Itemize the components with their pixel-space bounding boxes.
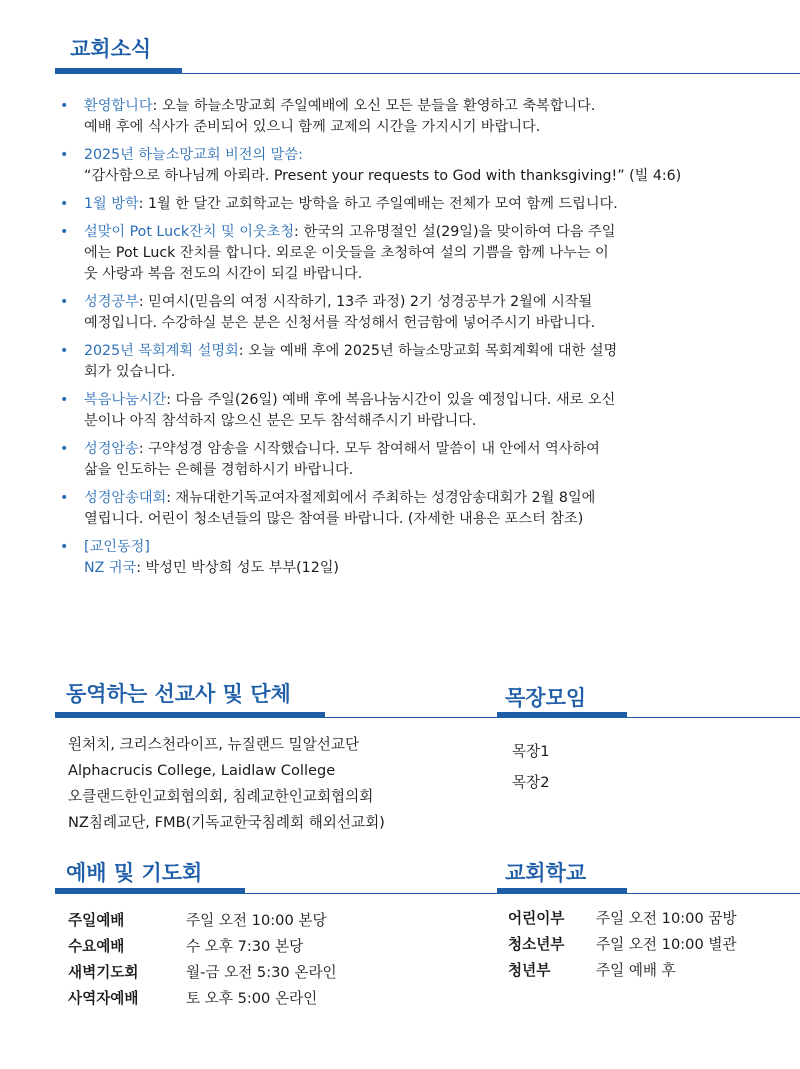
bullet-icon: •: [60, 392, 69, 408]
news-rule-accent: [55, 68, 182, 74]
service-time: 수 오후 7:30 본당: [186, 938, 304, 955]
news-item-text: : 재뉴대한기독교여자절제회에서 주최하는 성경암송대회가 2월 8일에: [166, 490, 596, 506]
news-item-text: 회가 있습니다.: [84, 364, 176, 380]
news-item-text: 분이나 아직 참석하지 않으신 분은 모두 참석해주시기 바랍니다.: [84, 413, 477, 429]
missions-list: [68, 732, 385, 836]
news-item-text: : 다음 주일(26일) 예배 후에 복음나눔시간이 있을 예정입니다. 새로 오신: [166, 392, 616, 408]
news-item: [60, 96, 770, 138]
news-item-line: [84, 145, 770, 166]
table-row: [508, 958, 737, 984]
news-item-line: [84, 509, 770, 530]
groups-rule-accent: [497, 712, 627, 718]
news-item-text: : 구약성경 암송을 시작했습니다. 모두 참여해서 말씀이 내 안에서 역사하여: [138, 441, 600, 457]
news-item-key: 2025년 목회계획 설명회: [84, 343, 239, 359]
news-item-line: [84, 341, 770, 362]
news-item: [60, 390, 770, 432]
news-item-text: 삶을 인도하는 은혜를 경험하시기 바랍니다.: [84, 462, 354, 478]
news-item: [60, 488, 770, 530]
news-item-text: : 믿여시(믿음의 여정 시작하기, 13주 과정) 2기 성경공부가 2월에 시작될: [138, 294, 593, 310]
school-title: 교회학교: [505, 861, 587, 885]
news-item: [60, 439, 770, 481]
list-item: 원처치, 크리스천라이프, 뉴질랜드 밀알선교단: [68, 736, 360, 753]
news-item-line: [84, 292, 770, 313]
bullet-icon: •: [60, 539, 69, 555]
service-name: 수요예배: [68, 938, 125, 955]
department-time: 주일 예배 후: [596, 962, 676, 979]
news-item-text: 예정입니다. 수강하실 분은 분은 신청서를 작성해서 헌금함에 넣어주시기 바랍니다.: [84, 315, 596, 331]
news-item-key: 성경암송대회: [84, 490, 167, 506]
table-row: [68, 986, 337, 1012]
news-item-text: 에는 Pot Luck 잔치를 합니다. 외로운 이웃들을 초청하여 설의 기쁨을 함께 나누는 이: [84, 245, 609, 261]
school-schedule: [508, 906, 737, 984]
groups-title: 목장모임: [505, 686, 587, 710]
news-item-line: [84, 411, 770, 432]
groups-list: [512, 736, 549, 798]
bullet-icon: •: [60, 147, 69, 163]
bullet-icon: •: [60, 490, 69, 506]
service-time: 토 오후 5:00 온라인: [186, 990, 318, 1007]
school-rule-accent: [497, 888, 627, 894]
news-item-line: [84, 166, 770, 187]
bullet-icon: •: [60, 294, 69, 310]
list-item: NZ침례교단, FMB(기독교한국침례회 해외선교회): [68, 814, 385, 831]
bullet-icon: •: [60, 224, 69, 240]
news-item-line: [84, 264, 770, 285]
news-item-line: [84, 439, 770, 460]
news-item: [60, 194, 770, 215]
table-row: [68, 908, 337, 934]
missions-rule-accent: [55, 712, 325, 718]
worship-rule-accent: [55, 888, 245, 894]
news-item-line: [84, 243, 770, 264]
news-item-key: 성경암송: [84, 441, 139, 457]
worship-title: 예배 및 기도회: [66, 861, 203, 885]
missions-title: 동역하는 선교사 및 단체: [66, 682, 291, 706]
news-item-line: [84, 96, 770, 117]
news-item-key: 성경공부: [84, 294, 139, 310]
news-item-text: : 오늘 예배 후에 2025년 하늘소망교회 목회계획에 대한 설명: [238, 343, 618, 359]
table-row: [508, 906, 737, 932]
department-time: 주일 오전 10:00 별관: [596, 936, 737, 953]
bullet-icon: •: [60, 98, 69, 114]
department-time: 주일 오전 10:00 꿈방: [596, 910, 737, 927]
list-item: 오클랜드한인교회협의회, 침례교한인교회협의회: [68, 788, 374, 805]
news-title: 교회소식: [70, 37, 152, 61]
news-item-line: [84, 117, 770, 138]
news-item-line: [84, 488, 770, 509]
news-item-text: 열립니다. 어린이 청소년들의 많은 참여를 바랍니다. (자세한 내용은 포스터 참조): [84, 511, 584, 527]
service-name: 주일예배: [68, 912, 125, 929]
service-name: 새벽기도회: [68, 964, 139, 981]
news-item-key: 복음나눔시간: [84, 392, 167, 408]
worship-schedule: [68, 908, 337, 1012]
service-time: 월-금 오전 5:30 온라인: [186, 964, 337, 981]
table-row: [508, 932, 737, 958]
news-item-text: 예배 후에 식사가 준비되어 있으니 함께 교제의 시간을 가지시기 바랍니다.: [84, 119, 541, 135]
news-item-key: 설맞이 Pot Luck잔치 및 이웃초청: [84, 224, 295, 240]
news-item-text: : 1월 한 달간 교회학교는 방학을 하고 주일예배는 전체가 모여 함께 드립니다.: [138, 196, 618, 212]
news-item: [60, 341, 770, 383]
news-item: [60, 537, 770, 579]
service-time: 주일 오전 10:00 본당: [186, 912, 327, 929]
news-item-line: [84, 362, 770, 383]
news-list: [60, 96, 770, 586]
news-item-line: [84, 390, 770, 411]
department-name: 청소년부: [508, 936, 565, 953]
table-row: [68, 934, 337, 960]
news-item-line: [84, 313, 770, 334]
news-item-key: [교인동정]: [84, 539, 150, 555]
table-row: [68, 960, 337, 986]
news-item-text: : 박성민 박상희 성도 부부(12일): [136, 560, 339, 576]
news-item-line: [84, 537, 770, 558]
news-item-text: : 오늘 하늘소망교회 주일예배에 오신 모든 분들을 환영하고 축복합니다.: [152, 98, 596, 114]
news-item-text: 웃 사랑과 복음 전도의 시간이 되길 바랍니다.: [84, 266, 363, 282]
news-item-key: 2025년 하늘소망교회 비전의 말씀:: [84, 147, 303, 163]
news-item-line: [84, 222, 770, 243]
news-item: [60, 145, 770, 187]
bullet-icon: •: [60, 196, 69, 212]
department-name: 어린이부: [508, 910, 565, 927]
news-item: [60, 292, 770, 334]
bullet-icon: •: [60, 343, 69, 359]
news-item-line: [84, 558, 770, 579]
news-item: [60, 222, 770, 285]
list-item: 목장1: [512, 743, 550, 760]
list-item: 목장2: [512, 774, 550, 791]
list-item: Alphacrucis College, Laidlaw College: [68, 762, 336, 779]
news-item-key: NZ 귀국: [84, 560, 137, 576]
news-item-key: 환영합니다: [84, 98, 153, 114]
news-item-line: [84, 460, 770, 481]
news-item-key: 1월 방학: [84, 196, 139, 212]
news-item-text: : 한국의 고유명절인 설(29일)을 맞이하여 다음 주일: [294, 224, 616, 240]
bullet-icon: •: [60, 441, 69, 457]
news-item-text: “감사함으로 하나님께 아뢰라. Present your requests to God with thanksgiving!” (빌 4:6): [84, 168, 682, 184]
department-name: 청년부: [508, 962, 551, 979]
news-item-line: [84, 194, 770, 215]
service-name: 사역자예배: [68, 990, 139, 1007]
